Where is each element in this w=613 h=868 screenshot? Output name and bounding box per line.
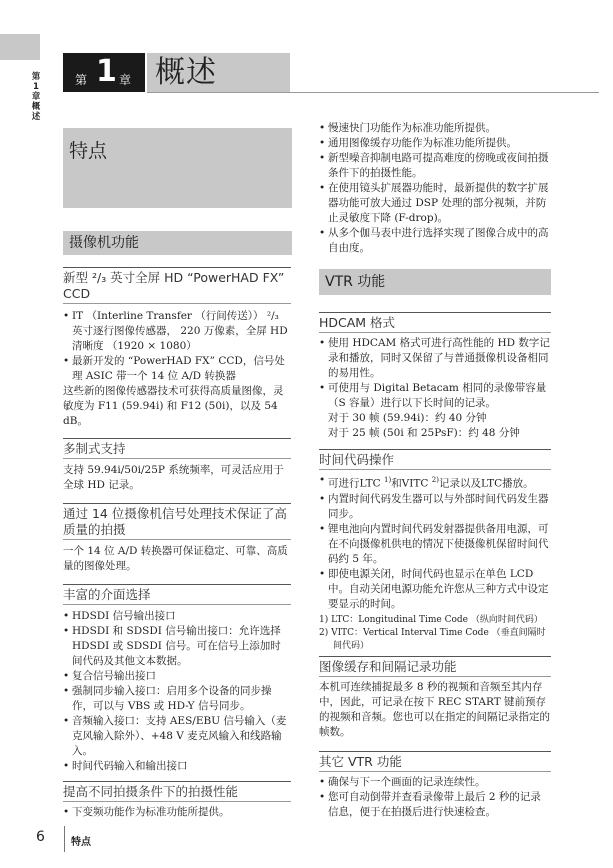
section-timecode bbox=[319, 449, 551, 653]
list-item: • 在使用镜头扩展器功能时，最新提供的数字扩展器功能可放大通过 DSP 处理的部分视频，并防止灵敏度下降 (F-drop)。 bbox=[319, 181, 551, 226]
list-item: • 使用 HDCAM 格式可进行高性能的 HD 数字记录和播放，同时又保留了与普通摄像机设备相同的易用性。 bbox=[319, 336, 551, 381]
list-item: • 锂电池向内置时间代码发射器提供备用电源，可在不向摄像机供电的情况下使摄像机保留时间代码约 5 年。 bbox=[319, 522, 551, 567]
chapter-number: 1 bbox=[96, 54, 117, 89]
list-item: • 可使用与 Digital Betacam 相同的录像带容量（S 容量）进行以下长时间的记录。 bbox=[319, 381, 551, 411]
section-other-vtr-title: 其它 VTR 功能 bbox=[319, 751, 551, 772]
section-timecode-title: 时间代码操作 bbox=[319, 449, 551, 470]
footer-section-label: 特点 bbox=[71, 837, 91, 848]
section-ccd-title: 新型 ²/₃ 英寸全屏 HD “PowerHAD FX” CCD bbox=[63, 267, 291, 304]
side-tab-marker bbox=[0, 34, 40, 60]
footnote-vitc: 2) VITC：Vertical Interval Time Code （垂直间隔时间代码） bbox=[319, 627, 546, 651]
section-multiformat-title: 多制式支持 bbox=[63, 438, 291, 459]
section-multiformat-text: 支持 59.94i/50i/25P 系统频率，可灵活应用于全球 HD 记录。 bbox=[63, 464, 284, 491]
list-item: • 时间代码输入和输出接口 bbox=[63, 759, 291, 774]
section-multiformat bbox=[63, 438, 291, 493]
list-item: • 内置时间代码发生器可以与外部时间代码发生器同步。 bbox=[319, 492, 551, 522]
hdcam-duration-30: 对于 30 帧 (59.94i)：约 40 分钟 bbox=[328, 412, 487, 424]
section-ccd bbox=[63, 267, 291, 429]
chapter-word-after: 章 bbox=[119, 73, 132, 87]
camera-functions-heading: 摄像机功能 bbox=[63, 231, 292, 255]
section-14bit-text: 一个 14 位 A/D 转换器可保证稳定、可靠、高质量的图像处理。 bbox=[63, 545, 288, 572]
footer-divider bbox=[64, 826, 65, 852]
list-item: • 通用图像缓存功能作为标准功能所提供。 bbox=[319, 136, 551, 151]
list-item: • 复合信号输出接口 bbox=[63, 669, 291, 684]
section-hdcam-title: HDCAM 格式 bbox=[319, 312, 551, 333]
list-item: • 即使电源关闭，时间代码也显示在单色 LCD 中。自动关闭电源功能允许您从三种方式中设定要显示的时间。 bbox=[319, 567, 551, 612]
section-other-vtr bbox=[319, 751, 551, 820]
section-shooting bbox=[63, 781, 291, 820]
list-item: • 新型噪音抑制电路可提高难度的傍晚或夜间拍摄条件下的拍摄性能。 bbox=[319, 151, 551, 181]
features-heading: 特点 bbox=[63, 128, 292, 208]
section-interfaces bbox=[63, 584, 291, 774]
chapter-title: 概述 bbox=[147, 53, 290, 92]
section-14bit-title: 通过 14 位摄像机信号处理技术保证了高质量的拍摄 bbox=[63, 503, 291, 540]
list-item: • 下变频功能作为标准功能所提供。 bbox=[63, 805, 291, 820]
chapter-word-before: 第 bbox=[75, 73, 88, 87]
list-item: • 可进行LTC $^{1)}$和VITC $^{2)}$记录以及LTC播放。 bbox=[319, 473, 551, 492]
footnote-ltc: 1) LTC：Longitudinal Time Code （纵向时间代码） bbox=[319, 614, 543, 625]
section-shooting-title: 提高不同拍摄条件下的拍摄性能 bbox=[63, 781, 291, 802]
hdcam-duration-25: 对于 25 帧 (50i 和 25PsF)：约 48 分钟 bbox=[328, 427, 520, 439]
list-item: • HDSDI 信号输出接口 bbox=[63, 609, 291, 624]
list-item: • 最新开发的 “PowerHAD FX” CCD，信号处理 ASIC 带一个 14 位 A/D 转换器 bbox=[63, 354, 291, 384]
side-chapter-label: 第 1 章 概 述 bbox=[31, 72, 41, 122]
chapter-rule bbox=[147, 92, 599, 93]
list-item: • 从多个伽马表中进行选择实现了图像合成中的高自由度。 bbox=[319, 226, 551, 256]
list-item: • 强制同步输入接口：启用多个设备的同步操作，可以与 VBS 或 HD-Y 信号同步。 bbox=[63, 684, 291, 714]
section-shooting-continued bbox=[319, 121, 551, 256]
list-item: • 慢速快门功能作为标准功能所提供。 bbox=[319, 121, 551, 136]
section-14bit bbox=[63, 503, 291, 574]
section-cache-text: 本机可连续捕捉最多 8 秒的视频和音频至其内存中，因此，可记录在按下 REC START 键前预存的视频和音频。您也可以在指定的间隔记录指定的帧数。 bbox=[319, 681, 550, 738]
page-number: 6 bbox=[36, 829, 45, 845]
section-cache-title: 图像缓存和间隔记录功能 bbox=[319, 656, 551, 677]
list-item: • 音频输入接口：支持 AES/EBU 信号输入（麦克风输入除外）、+48 V 麦克风输入和线路输入。 bbox=[63, 714, 291, 759]
vtr-functions-heading: VTR 功能 bbox=[319, 269, 551, 295]
section-cache bbox=[319, 656, 551, 740]
list-item: • IT （Interline Transfer （行间传送）） ²/₃ 英寸逐行图像传感器， 220 万像素，全屏 HD 清晰度 （1920 × 1080） bbox=[63, 309, 291, 354]
section-ccd-text: 这些新的图像传感器技术可获得高质量图像，灵敏度为 F11 (59.94i) 和 F12 (50i)，以及 54 dB。 bbox=[63, 385, 284, 427]
chapter-number-box bbox=[63, 53, 145, 92]
section-interfaces-title: 丰富的介面选择 bbox=[63, 584, 291, 605]
list-item: • HDSDI 和 SDSDI 信号输出接口：允许选择 HDSDI 或 SDSDI 信号。可在信号上添加时间代码及其他文本数据。 bbox=[63, 624, 291, 669]
section-hdcam bbox=[319, 312, 551, 441]
list-item: • 确保与下一个画面的记录连续性。 bbox=[319, 775, 551, 790]
list-item: • 您可自动倒带并查看录像带上最后 2 秒的记录信息，便于在拍摄后进行快速检查。 bbox=[319, 790, 551, 820]
